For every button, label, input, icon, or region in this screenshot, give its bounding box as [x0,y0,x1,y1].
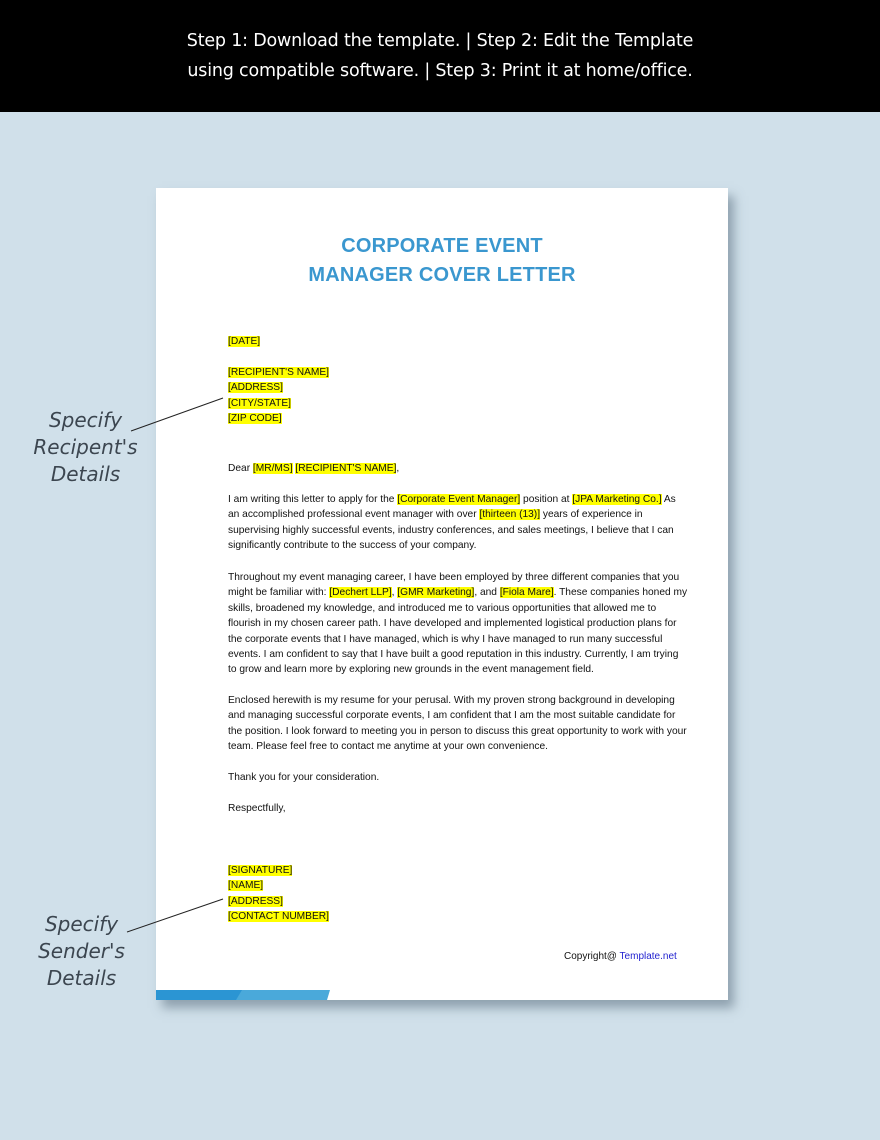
callout-text: Details [46,966,117,990]
date-placeholder: [DATE] [228,336,261,347]
callout-text: Specify [44,912,119,936]
paragraph-text: I am writing this letter to apply for the [228,494,398,505]
paragraph-text: As an accomplished professional event manager with over [228,494,676,521]
sender-address-placeholder: [ADDRESS] [228,895,283,907]
template-net-link[interactable]: Template.net [619,951,677,962]
paragraph-3: Enclosed herewith is my resume for your perusal. With my proven strong background in developing and managing successful corporate events, I am confident that I am the most suitable candidate for the position. I look forward to meeting you in person to discuss this great opportunity to work with your team. Please feel free to contact me anytime at your own convenience. [228,695,687,753]
sender-contact-placeholder: [CONTACT NUMBER] [228,911,329,923]
previous-company-2-placeholder: [GMR Marketing] [397,587,475,599]
salutation-comma: , [396,463,400,474]
recipient-address-placeholder: [ADDRESS] [228,382,283,394]
company-placeholder: [JPA Marketing Co.] [572,494,662,505]
paragraph-text: , [391,587,398,599]
sender-block [228,863,329,925]
footer-bar-light [236,990,330,1000]
instructions-banner [0,0,880,112]
recipient-city-state-placeholder: [CITY/STATE] [228,397,292,409]
paragraph-text: years of experience in supervising highly successful events, industry conferences, and sales meetings, I believe that I can significantly contribute to the success of your company. [228,509,674,552]
recipient-block [228,365,329,427]
page-title [156,232,728,290]
previous-company-3-placeholder: [Fiola Mare] [499,587,554,599]
closing-line [228,801,286,816]
salutation [228,461,399,476]
title-line-1: CORPORATE EVENT [341,235,543,257]
years-placeholder: [thirteen (13)] [479,509,541,521]
copyright-label: Copyright@ [564,951,620,962]
paragraph-text: , and [474,587,500,599]
callout-text: Sender's [38,939,125,963]
callout-text: Details [50,462,121,486]
recipient-zip-placeholder: [ZIP CODE] [228,413,282,425]
decorative-footer-bar [156,990,728,1000]
signature-placeholder: [SIGNATURE] [228,865,293,876]
position-placeholder: [Corporate Event Manager] [397,494,521,505]
recipient-name-placeholder: [RECIPIENT'S NAME] [228,367,330,378]
sender-name-placeholder: [NAME] [228,880,264,892]
paragraph-2 [228,570,688,678]
callout-text: Specify [48,408,123,432]
callout-text: Recipent's [33,435,138,459]
thanks-text: Thank you for your consideration. [228,772,380,783]
previous-company-1-placeholder: [Dechert LLP] [329,587,392,599]
instructions-line-1: Step 1: Download the template. | Step 2: Edit the Template [186,31,694,51]
paragraph-text: . These companies honed my skills, broadened my knowledge, and introduced me to various opportunities that allowed me to flourish in my chosen career path. I have developed and implemented logistical production plans for the corporate events that I have managed, which is why I have managed to run many successful events. I am confident to say that I have built a good reputation in this industry. Currently, I am trying to grow and learn more by exploring new grounds in the event management field. [228,587,688,676]
date-field [228,334,260,349]
salutation-name-placeholder: [RECIPIENT'S NAME] [295,463,397,474]
thanks-line [228,770,379,785]
instructions-line-2: using compatible software. | Step 3: Print it at home/office. [187,61,693,81]
footer-bar-dark [156,990,242,1000]
paragraph-1 [228,492,688,554]
paragraph-text: Throughout my event managing career, I have been employed by three different companies that you might be familiar with: [228,572,680,599]
letter-page [156,188,728,1000]
salutation-text: Dear [228,463,253,474]
copyright-notice [564,951,677,962]
paragraph-text: position at [520,494,573,505]
callout-recipient-details [18,407,153,488]
salutation-title-placeholder: [MR/MS] [252,463,293,474]
title-line-2: MANAGER COVER LETTER [308,264,576,286]
callout-sender-details [14,911,149,992]
closing-text: Respectfully, [228,803,286,814]
